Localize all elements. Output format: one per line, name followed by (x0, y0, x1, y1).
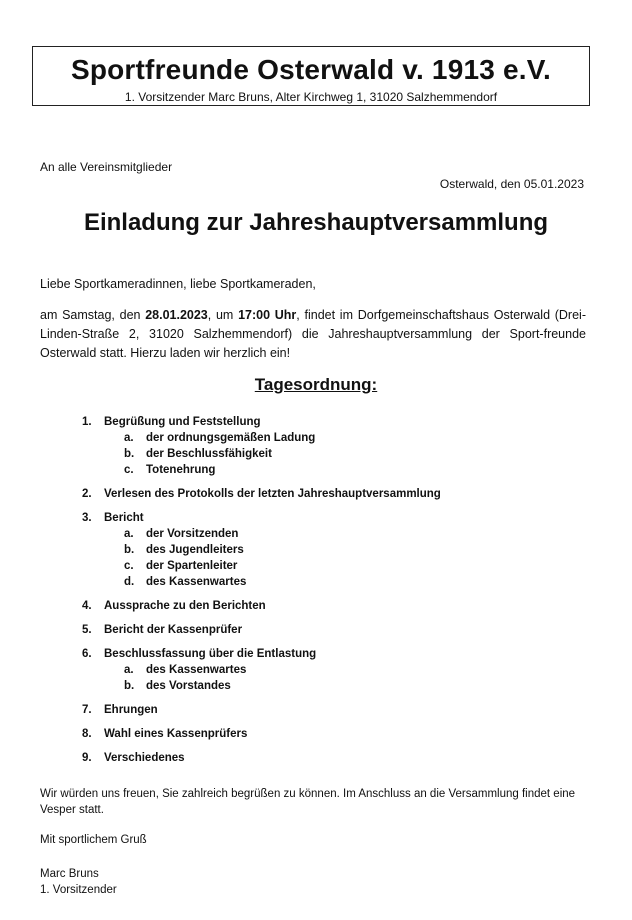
intro-paragraph (40, 306, 586, 363)
agenda-subitem-text: des Kassenwartes (146, 576, 247, 588)
agenda-subitem-text: des Vorstandes (146, 680, 231, 692)
document-title: Einladung zur Jahreshauptversammlung (83, 209, 549, 236)
intro-text-1: am Samstag, den (40, 308, 146, 322)
agenda-item (82, 414, 441, 430)
intro-text-2: , um (207, 308, 239, 322)
agenda-subitem (82, 462, 441, 478)
agenda-spacer (82, 718, 441, 726)
agenda-item (82, 510, 441, 526)
agenda-item-text: Begrüßung und Feststellung (104, 416, 261, 428)
agenda-subitem-letter: a. (124, 664, 134, 676)
agenda-spacer (82, 694, 441, 702)
agenda-item-number: 7. (82, 704, 92, 716)
agenda-item-number: 5. (82, 624, 92, 636)
agenda-subitem (82, 558, 441, 574)
agenda-item-text: Wahl eines Kassenprüfers (104, 728, 248, 740)
agenda-item-number: 8. (82, 728, 92, 740)
letterhead-box (32, 46, 590, 106)
agenda-item (82, 750, 441, 766)
agenda-spacer (82, 614, 441, 622)
agenda-subitem-text: des Jugendleiters (146, 544, 244, 556)
agenda-spacer (82, 502, 441, 510)
agenda-item-number: 6. (82, 648, 92, 660)
club-address: 1. Vorsitzender Marc Bruns, Alter Kirchweg 1, 31020 Salzhemmendorf (124, 90, 498, 104)
place-date: Osterwald, den 05.01.2023 (439, 177, 584, 191)
agenda-subitem (82, 542, 441, 558)
agenda-item (82, 646, 441, 662)
agenda-item-number: 9. (82, 752, 92, 764)
agenda-subitem (82, 662, 441, 678)
agenda-item-text: Bericht der Kassenprüfer (104, 624, 243, 636)
recipient-line: An alle Vereinsmitglieder (40, 160, 173, 174)
agenda-item-text: Beschlussfassung über die Entlastung (104, 648, 317, 660)
agenda-subitem-letter: c. (124, 464, 134, 476)
agenda-subitem-text: der Spartenleiter (146, 560, 238, 572)
agenda-item (82, 622, 441, 638)
agenda-subitem-text: des Kassenwartes (146, 664, 247, 676)
agenda-spacer (82, 742, 441, 750)
club-name: Sportfreunde Osterwald v. 1913 e.V. (70, 54, 552, 85)
agenda-spacer (82, 638, 441, 646)
agenda-subitem-letter: c. (124, 560, 134, 572)
agenda-subitem-letter: b. (124, 448, 135, 460)
meeting-date: 28.01.2023 (145, 308, 208, 322)
agenda-item-number: 1. (82, 416, 92, 428)
agenda-item-text: Verlesen des Protokolls der letzten Jahreshauptversammlung (104, 488, 441, 500)
agenda-item-number: 3. (82, 512, 92, 524)
agenda-item-text: Aussprache zu den Berichten (104, 600, 266, 612)
signer-name: Marc Bruns (40, 868, 99, 880)
agenda-subitem-letter: a. (124, 528, 134, 540)
agenda-subitem (82, 446, 441, 462)
agenda-subitem-letter: b. (124, 680, 135, 692)
greeting: Mit sportlichem Gruß (40, 834, 147, 846)
agenda-item (82, 486, 441, 502)
agenda-heading: Tagesordnung: (254, 375, 378, 394)
agenda-item-text: Ehrungen (104, 704, 158, 716)
agenda-subitem-letter: a. (124, 432, 134, 444)
agenda-item (82, 702, 441, 718)
signer-role: 1. Vorsitzender (40, 884, 117, 896)
agenda-item-number: 4. (82, 600, 92, 612)
agenda-item (82, 598, 441, 614)
agenda-item-number: 2. (82, 488, 92, 500)
agenda-subitem-text: der Beschlussfähigkeit (146, 448, 272, 460)
agenda-subitem-letter: b. (124, 544, 135, 556)
signature-block (40, 866, 117, 898)
agenda-subitem-letter: d. (124, 576, 135, 588)
agenda-spacer (82, 590, 441, 598)
salutation: Liebe Sportkameradinnen, liebe Sportkameraden, (40, 277, 316, 291)
closing-paragraph: Wir würden uns freuen, Sie zahlreich begrüßen zu können. Im Anschluss an die Versammlung findet eine Vesper statt. (40, 788, 576, 816)
agenda-subitem (82, 574, 441, 590)
agenda-item-text: Bericht (104, 512, 144, 524)
agenda-subitem-text: der Vorsitzenden (146, 528, 239, 540)
agenda-subitem-text: der ordnungsgemäßen Ladung (146, 432, 316, 444)
agenda-subitem (82, 678, 441, 694)
agenda-subitem (82, 526, 441, 542)
intro-text-3: , findet im Dorfgemeinschaftshaus Osterwald (Drei-Linden-Straße 2, 31020 Salzhemmendorf) die Jahreshauptversammlung der Sport-freunde Osterwald statt. Hierzu laden wir herzlich ein! (40, 308, 586, 360)
agenda-subitem (82, 430, 441, 446)
agenda-item-text: Verschiedenes (104, 752, 185, 764)
agenda-list (82, 414, 441, 766)
agenda-subitem-text: Totenehrung (146, 464, 216, 476)
agenda-item (82, 726, 441, 742)
agenda-spacer (82, 478, 441, 486)
meeting-time: 17:00 Uhr (238, 308, 297, 322)
